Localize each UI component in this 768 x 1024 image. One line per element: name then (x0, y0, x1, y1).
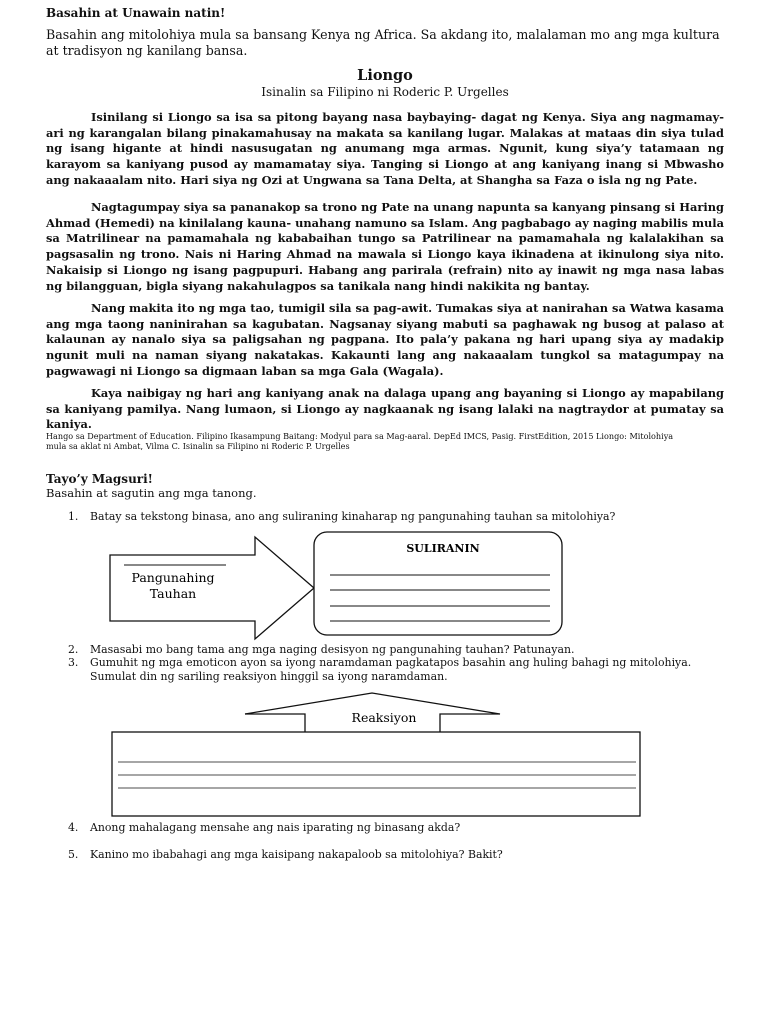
suliranin-title: SULIRANIN (406, 542, 480, 555)
question-number: 1. (68, 510, 79, 523)
question-text: Batay sa tekstong binasa, ano ang suliraning kinaharap ng pangunahing tauhan sa mitolohiya? (90, 510, 616, 523)
activity-heading: Tayo’y Magsuri! (46, 472, 153, 486)
reaction-box (112, 732, 640, 816)
reaction-label: Reaksiyon (351, 710, 417, 725)
arrow-label-line2: Tauhan (149, 586, 197, 601)
activity-instruction: Basahin at sagutin ang mga tanong. (46, 486, 257, 500)
question-number: 5. (68, 848, 79, 861)
question-text: Kanino mo ibabahagi ang mga kaisipang nakapaloob sa mitolohiya? Bakit? (90, 848, 503, 861)
story-subtitle: Isinalin sa Filipino ni Roderic P. Urgelles (261, 85, 509, 99)
question-text: Masasabi mo bang tama ang mga naging desisyon ng pangunahing tauhan? Patunayan. (90, 643, 575, 656)
question-text: Anong mahalagang mensahe ang nais iparating ng binasang akda? (90, 821, 461, 834)
question-number: 3. (68, 656, 79, 669)
story-title: Liongo (357, 67, 413, 84)
arrow-label-line1: Pangunahing (131, 570, 215, 585)
intro-heading: Basahin at Unawain natin! (46, 6, 226, 20)
paragraph-text: Kaya naibigay ng hari ang kaniyang anak na dalaga upang ang bayaning si Liongo ay mapabilang sa kaniyang pamilya. Nang lumaon, si Liongo ay nagkaanak ng isang lalaki na nagtraydor at pumatay sa kaniya. (46, 386, 724, 432)
paragraph-text: Nang makita ito ng mga tao, tumigil sila sa pag-awit. Tumakas siya at nanirahan sa Watwa kasama ang mga taong naninirahan sa kagubatan. Nagsanay siyang mabuti sa paghawak ng busog at palaso at kalaunan ay nanalo siya sa paligsahan ng pagpana. Ito pala’y pakana ng hari upang siya ay madakip ngunit muli na naman siyang nakatakas. Kakaunti lang ang nakaaalam tungkol sa matagumpay na pagwawagi ni Liongo sa digmaan laban sa mga Gala (Wagala). (46, 301, 724, 378)
character-arrow-shape (110, 537, 314, 639)
question-number: 4. (68, 821, 79, 834)
question-number: 2. (68, 643, 79, 656)
intro-text: Basahin ang mitolohiya mula sa bansang Kenya ng Africa. Sa akdang ito, malalaman mo ang mga kultura at tradisyon ng kanilang bansa. (46, 27, 720, 58)
reaction-roof-left (245, 714, 305, 732)
paragraph-text: Nagtagumpay siya sa pananakop sa trono ng Pate na unang napunta sa kanyang pinsang si Haring Ahmad (Hemedi) na kinilalang kauna- unahang namuno sa Islam. Ang pagbabago ay naging mabilis mula sa Matrilinear na pamamahala ng kababaihan tungo sa Patrilinear na pamamahala ng kalalakihan sa pagsasalin ng trono. Nais ni Haring Ahmad na mawala si Liongo kaya ikinadena at ikinulong siya nito. Nakaisip si Liongo ng isang pagpupuri. Habang ang parirala (refrain) nito ay inawit ng mga nasa labas ng bilangguan, bigla siyang nakahulagpos sa tanikala nang hindi nakikita ng bantay. (46, 200, 724, 293)
paragraph-text: Isinilang si Liongo sa isa sa pitong bayang nasa baybaying- dagat ng Kenya. Siya ang nagmamay-ari ng karangalan bilang pinakamahusay na makata sa kanilang lugar. Malakas at mataas din siya tulad ng isang higante at hindi nasusugatan ng anumang mga armas. Ngunit, kung siya’y tatamaan ng karayom sa kaniyang pusod ay mamamatay siya. Tanging si Liongo at ang kaniyang inang si Mbwasho ang nakaaalam nito. Hari siya ng Ozi at Ungwana sa Tana Delta, at Shangha sa Faza o isla ng ng Pate. (46, 110, 724, 187)
source-citation: Hango sa Department of Education. Filipino Ikasampung Baitang: Modyul para sa Mag-aaral. DepEd IMCS, Pasig. FirstEdition, 2015 Liongo: Mitolohiya mula sa aklat ni Ambat, Vilma C. Isinalin sa Filipino ni Roderic P. Urgelles (46, 431, 674, 451)
question-text: Gumuhit ng mga emoticon ayon sa iyong naramdaman pagkatapos basahin ang huling bahagi ng mitolohiya. Sumulat din ng sariling reaksiyon hinggil sa iyong naramdaman. (90, 656, 692, 683)
